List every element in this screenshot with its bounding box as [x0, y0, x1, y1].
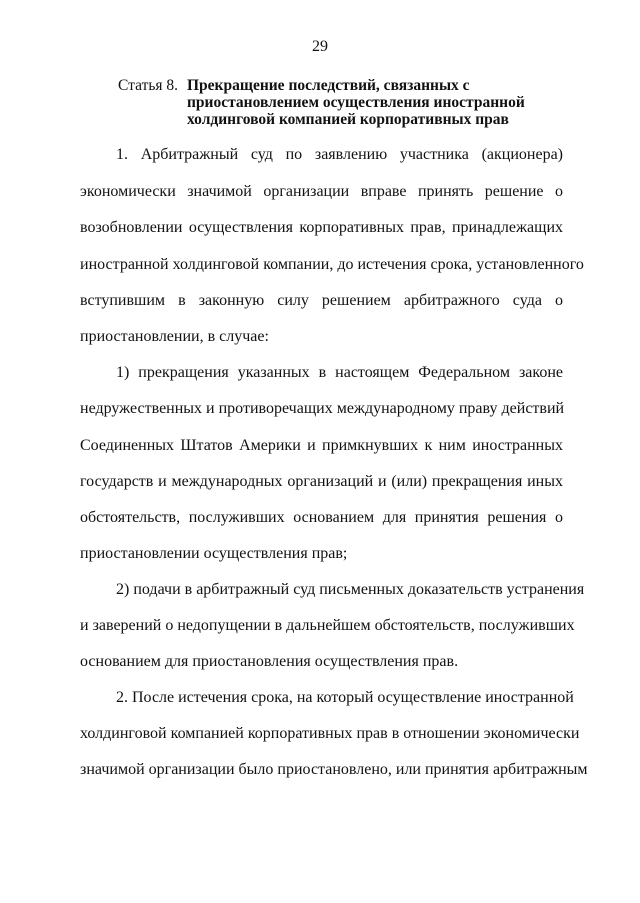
article-title: Прекращение последствий, связанных с приостановлением осуществления иностранной холдинговой компанией корпоративных прав — [187, 77, 525, 128]
paragraph-1-line-1: 1. Арбитражный суд по заявлению участника (акционера) — [116, 146, 563, 163]
item-2-line-3: основанием для приостановления осуществления прав. — [80, 653, 459, 670]
page-number: 29 — [312, 38, 328, 55]
paragraph-1-line-2: экономически значимой организации вправе принять решение о — [80, 183, 563, 200]
item-1-line-4: государств и международных организаций и (или) прекращения иных — [80, 473, 563, 490]
item-1-line-6: приостановлении осуществления прав; — [80, 545, 348, 562]
item-1-line-2: недружественных и противоречащих международному праву действий — [80, 400, 565, 417]
paragraph-1-line-3: возобновлении осуществления корпоративных прав, принадлежащих — [80, 219, 563, 236]
item-2-line-1: 2) подачи в арбитражный суд письменных доказательств устранения — [116, 581, 585, 598]
item-2-line-2: и заверений о недопущении в дальнейшем обстоятельств, послуживших — [80, 617, 575, 634]
article-label: Статья 8. — [118, 77, 179, 94]
item-1-line-1: 1) прекращения указанных в настоящем Федеральном законе — [116, 364, 563, 381]
paragraph-2-line-3: значимой организации было приостановлено, или принятия арбитражным — [80, 761, 588, 778]
paragraph-2-line-2: холдинговой компанией корпоративных прав в отношении экономически — [80, 725, 580, 742]
paragraph-1-line-4: иностранной холдинговой компании, до истечения срока, установленного — [80, 256, 584, 273]
paragraph-1-line-6: приостановлении, в случае: — [80, 328, 269, 345]
item-1-line-3: Соединенных Штатов Америки и примкнувших к ним иностранных — [80, 437, 563, 454]
paragraph-1-line-5: вступившим в законную силу решением арбитражного суда о — [80, 292, 563, 309]
item-1-line-5: обстоятельств, послуживших основанием для принятия решения о — [80, 509, 563, 526]
paragraph-2-line-1: 2. После истечения срока, на который осуществление иностранной — [116, 689, 574, 706]
